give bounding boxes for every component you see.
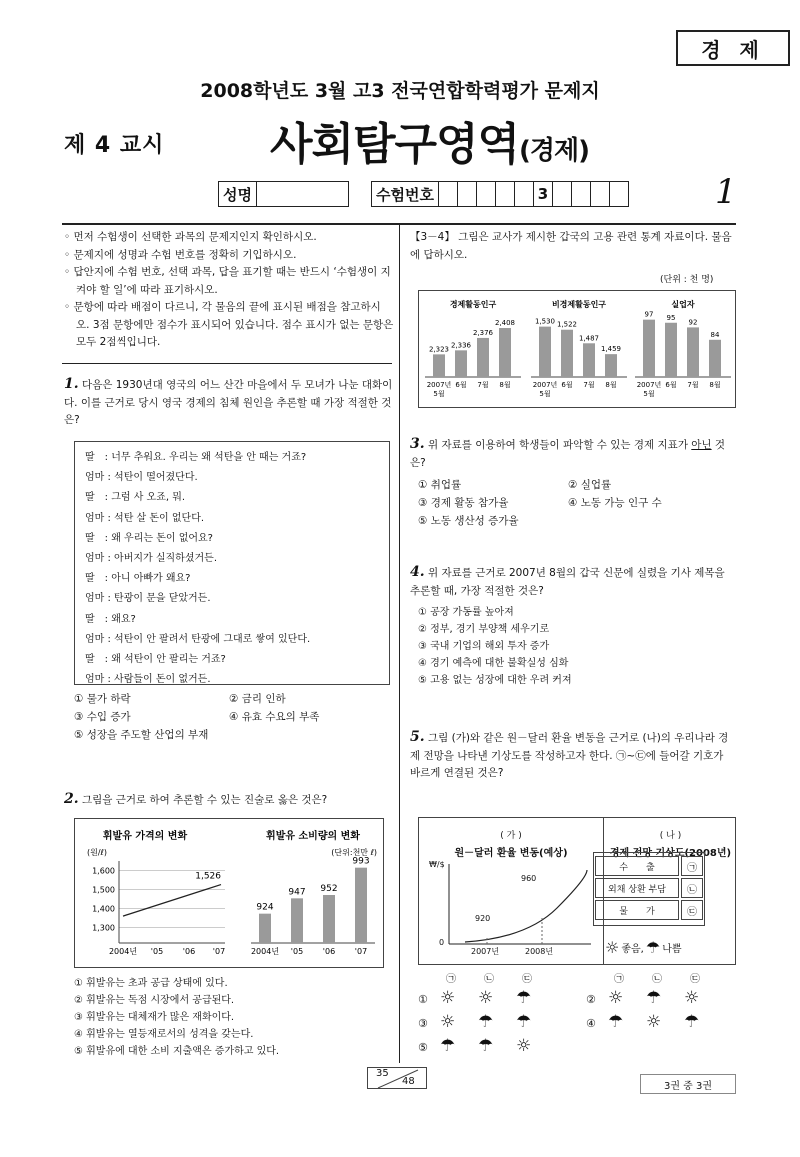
bar	[477, 338, 489, 377]
period-label: 제 4 교시	[64, 133, 165, 158]
question-number: 3.	[410, 436, 425, 452]
row-label: 물 가	[595, 900, 679, 920]
bar	[709, 340, 721, 377]
sun-icon: ☼	[440, 1012, 456, 1032]
dialogue-line: 엄마 : 사람들이 돈이 없거든.	[85, 674, 211, 686]
x-tick-label-sub: 5월	[643, 390, 655, 398]
tick-label: 1,500	[92, 885, 115, 895]
x-tick-label: 2004년	[108, 947, 138, 956]
exam-no-cell[interactable]	[610, 181, 629, 207]
instruction-item: ◦ 문항에 따라 배점이 다르니, 각 물음의 끝에 표시된 배점을 참고하시오. 3점 문항에만 점수가 표시되어 있습니다. 점수 표시가 없는 문항은 모두 2점씩입니다.	[64, 301, 394, 348]
bar	[291, 898, 303, 943]
answer-option[interactable]	[586, 988, 722, 1008]
option[interactable]: ① 물가 하락	[74, 693, 131, 705]
x-tick-label: '06	[322, 947, 336, 956]
chart-title: 휘발유 소비량의 변화	[266, 831, 360, 842]
q4-options	[418, 604, 738, 689]
question-3	[410, 436, 736, 472]
id-row	[218, 181, 629, 207]
bar	[355, 868, 367, 943]
bar	[665, 323, 677, 377]
name-field[interactable]	[257, 181, 349, 207]
value-920: 920	[475, 914, 491, 923]
data-label: 1,522	[556, 320, 578, 329]
y-label: (원/ℓ)	[87, 848, 107, 857]
answer-header: ㉠	[614, 974, 624, 985]
data-label: 952	[320, 884, 338, 894]
option[interactable]: ① 휘발유는 초과 공급 상태에 있다.	[74, 978, 228, 989]
sun-icon: ☼	[478, 988, 494, 1008]
row-mark: ㉡	[681, 878, 703, 898]
exam-no-cell[interactable]	[458, 181, 477, 207]
column-divider	[399, 225, 400, 1063]
x-tick-label: 7월	[583, 381, 595, 389]
question-5	[410, 729, 736, 783]
data-label: 2,408	[494, 319, 516, 328]
exam-no-cell[interactable]	[572, 181, 591, 207]
q5-figure-box	[418, 817, 736, 965]
option[interactable]: ④ 유효 수요의 부족	[229, 711, 320, 723]
tick-label: 1,300	[92, 923, 115, 933]
bar	[259, 914, 271, 943]
bar	[539, 327, 551, 377]
option[interactable]: ② 정부, 경기 부양책 세우기로	[418, 624, 550, 635]
question-text-end: 것은?	[410, 439, 726, 469]
tick-label: 1,600	[92, 866, 115, 876]
bar	[455, 350, 467, 377]
question-text: 위 자료를 근거로 2007년 8월의 갑국 신문에 실렸을 기사 제목을 추론할 때, 가장 적절한 것은?	[410, 567, 725, 597]
option[interactable]: ① 공장 가동률 높아져	[418, 607, 514, 618]
x-label-2008: 2008년	[525, 947, 554, 956]
option[interactable]: ③ 휘발유는 대체재가 많은 재화이다.	[74, 1012, 235, 1023]
gasoline-charts	[75, 819, 385, 969]
value-960: 960	[521, 874, 537, 883]
question-number: 2.	[64, 791, 79, 807]
bar	[561, 330, 573, 377]
option[interactable]: ④ 휘발유는 열등재로서의 성격을 갖는다.	[74, 1029, 254, 1040]
employment-chart-box	[418, 290, 736, 408]
exam-no-cell[interactable]	[515, 181, 534, 207]
umbrella-icon: ☂	[440, 1036, 456, 1056]
question-text: 다음은 1930년대 영국의 어느 산간 마을에서 두 모녀가 나눈 대화이다. 이를 근거로 당시 영국 경제의 침체 원인을 추론할 때 가장 적절한 것은?	[64, 379, 393, 426]
exam-no-digit: 3	[534, 181, 553, 207]
dialogue-line: 딸 : 그럼 사 오죠, 뭐.	[85, 492, 186, 504]
sun-icon: ☼	[605, 938, 620, 957]
answer-option[interactable]	[418, 1012, 554, 1032]
data-label: 947	[288, 887, 306, 898]
option[interactable]: ⑤ 고용 없는 성장에 대한 우려 커져	[418, 675, 572, 686]
option[interactable]: ② 휘발유는 독점 시장에서 공급된다.	[74, 995, 235, 1006]
answer-header: ㉢	[690, 974, 700, 985]
exam-no-cell[interactable]	[553, 181, 572, 207]
emphasis-word: 아닌	[691, 439, 712, 451]
q2-options	[74, 975, 394, 1060]
x-tick-label: 2007년	[532, 381, 558, 389]
answer-number: ②	[586, 993, 596, 1006]
legend-bad: 나쁨	[662, 944, 682, 955]
x-label-2007: 2007년	[471, 947, 500, 956]
x-tick-label: '06	[182, 947, 196, 956]
q5-answer-grid	[418, 970, 738, 1060]
exchange-rate-curve	[427, 858, 597, 962]
dialogue-line: 엄마 : 석탄이 안 팔려서 탄광에 그대로 쌓여 있단다.	[85, 633, 311, 645]
question-number: 5.	[410, 729, 425, 745]
section-title	[270, 108, 589, 172]
sun-icon: ☼	[646, 1012, 662, 1032]
exam-no-cell[interactable]	[439, 181, 458, 207]
x-tick-label-sub: 5월	[433, 390, 445, 398]
x-tick-label-sub: 5월	[539, 390, 551, 398]
page-current: 35	[376, 1068, 389, 1079]
x-tick-label: 7월	[687, 381, 699, 389]
sun-icon: ☼	[684, 988, 700, 1008]
dialogue-line: 딸 : 왜 우리는 돈이 없어요?	[85, 532, 213, 544]
x-tick-label: 6월	[455, 381, 467, 389]
q3-options	[418, 476, 718, 530]
bar	[583, 343, 595, 377]
question-number: 4.	[410, 564, 425, 580]
answer-header: ㉠	[446, 974, 456, 985]
option[interactable]: ① 취업률	[418, 479, 462, 491]
x-tick-label: '05	[290, 947, 304, 956]
answer-number: ⑤	[418, 1041, 428, 1054]
umbrella-icon: ☂	[516, 988, 532, 1008]
x-tick-label: '07	[354, 947, 368, 956]
data-label: 1,530	[534, 317, 556, 326]
ga-label: ( 가 )	[500, 831, 522, 841]
exam-no-cell[interactable]	[496, 181, 515, 207]
instructions	[64, 229, 394, 352]
question-number: 1.	[64, 376, 79, 392]
x-tick-label: 8월	[605, 381, 617, 389]
data-label: 1,487	[578, 334, 600, 343]
exam-title: 2008학년도 3월 고3 전국연합학력평가 문제지	[200, 80, 600, 102]
dialogue-line: 딸 : 아니 아빠가 왜요?	[85, 573, 191, 585]
dialogue-line: 엄마 : 석탄이 떨어졌단다.	[85, 472, 198, 484]
row-mark: ㉠	[681, 856, 703, 876]
sun-icon: ☼	[516, 1036, 532, 1056]
chart-title: 휘발유 가격의 변화	[102, 831, 188, 842]
option[interactable]: ② 금리 인하	[229, 693, 286, 705]
chart-title: 경제활동인구	[449, 300, 497, 309]
umbrella-icon: ☂	[516, 1012, 532, 1032]
question-2	[64, 791, 394, 810]
origin-label: 0	[439, 938, 445, 947]
employment-charts	[419, 291, 737, 409]
option[interactable]: ⑤ 성장을 주도할 산업의 부재	[74, 729, 209, 741]
q34-intro: 【3－4】 그림은 교사가 제시한 갑국의 고용 관련 통계 자료이다. 물음에 답하시오.	[410, 231, 732, 261]
option[interactable]: ③ 경제 활동 참가율	[418, 497, 509, 509]
option[interactable]: ④ 노동 가능 인구 수	[568, 497, 662, 509]
gasoline-chart-box	[74, 818, 384, 968]
sun-icon: ☼	[440, 988, 456, 1008]
chart-title: 비경제활동인구	[551, 300, 607, 309]
q1-options	[74, 690, 384, 744]
na-title: 경제 전망 기상도(2008년)	[609, 848, 732, 859]
row-mark: ㉢	[681, 900, 703, 920]
question-text: 그림을 근거로 하여 추론할 수 있는 진술로 옳은 것은?	[81, 794, 328, 806]
chart-title: 실업자	[671, 300, 695, 309]
legend	[605, 938, 682, 957]
subject-box	[676, 30, 790, 66]
x-tick-label: '05	[150, 947, 164, 956]
ga-title: 원－달러 환율 변동(예상)	[454, 848, 568, 859]
x-tick-label: 2007년	[636, 381, 662, 389]
data-label: 1,526	[195, 871, 221, 882]
bar	[605, 354, 617, 377]
question-4	[410, 564, 736, 600]
instruction-item: ◦ 답안지에 수험 번호, 선택 과목, 답을 표기할 때는 반드시 ‘수험생이 지켜야 할 일’에 따라 표기하시오.	[64, 266, 391, 296]
page-counter	[367, 1067, 427, 1089]
umbrella-icon: ☂	[645, 938, 661, 957]
dialogue-line: 딸 : 너무 추워요. 우리는 왜 석탄을 안 때는 거죠?	[85, 452, 307, 463]
dialogue-line: 딸 : 왜요?	[85, 613, 136, 625]
data-label: 2,336	[450, 341, 472, 350]
answer-header: ㉡	[484, 974, 494, 985]
row-label: 외채 상환 부담	[595, 878, 679, 898]
x-tick-label: 2007년	[426, 381, 452, 389]
dialogue-line: 딸 : 왜 석탄이 안 팔리는 거죠?	[85, 654, 226, 666]
x-tick-label: 7월	[477, 381, 489, 389]
dialogue-line: 엄마 : 석탄 살 돈이 없단다.	[85, 512, 205, 524]
umbrella-icon: ☂	[478, 1036, 494, 1056]
data-label: 1,459	[600, 345, 622, 354]
data-label: 2,376	[472, 328, 494, 337]
row-label: 수 출	[595, 856, 679, 876]
answer-number: ①	[418, 993, 428, 1006]
umbrella-icon: ☂	[646, 988, 662, 1008]
bar	[687, 327, 699, 377]
instruction-item: ◦ 문제지에 성명과 수험 번호를 정확히 기입하시오.	[64, 248, 297, 261]
page-total: 48	[402, 1076, 415, 1087]
answer-option[interactable]	[418, 988, 554, 1008]
answer-option[interactable]	[418, 1036, 554, 1056]
option[interactable]: ② 실업률	[568, 479, 612, 491]
x-tick-label: 8월	[709, 381, 721, 389]
unit-label: (단위 : 천 명)	[660, 275, 714, 285]
data-label: 2,323	[428, 345, 450, 354]
data-label: 993	[352, 856, 370, 867]
option[interactable]: ⑤ 노동 생산성 증가율	[418, 515, 519, 527]
option[interactable]: ④ 경기 예측에 대한 불확실성 심화	[418, 658, 569, 669]
exam-no-cell[interactable]	[477, 181, 496, 207]
option[interactable]: ③ 수입 증가	[74, 711, 131, 723]
data-label: 92	[688, 318, 698, 327]
answer-header: ㉢	[522, 974, 532, 985]
bar	[499, 328, 511, 377]
answer-number: ④	[586, 1017, 596, 1030]
umbrella-icon: ☂	[608, 1012, 624, 1032]
instructions-rule	[62, 363, 392, 364]
data-label: 84	[710, 330, 720, 339]
umbrella-icon: ☂	[684, 1012, 700, 1032]
bar	[323, 895, 335, 943]
unit-label: (단위:천만 ℓ)	[331, 848, 377, 857]
x-tick-label: 6월	[665, 381, 677, 389]
na-label: ( 나 )	[659, 831, 682, 841]
section-title-sub: (경제)	[519, 136, 590, 166]
umbrella-icon: ☂	[478, 1012, 494, 1032]
dialogue-line: 엄마 : 탄광이 문을 닫았거든.	[85, 593, 211, 605]
data-label: 924	[256, 902, 274, 913]
question-1	[64, 376, 394, 430]
answer-number: ③	[418, 1017, 428, 1030]
instruction-item: ◦ 먼저 수험생이 선택한 과목의 문제지인지 확인하시오.	[64, 231, 317, 243]
booklet-label: 3권 중 3권	[640, 1074, 736, 1094]
question-text: 위 자료를 이용하여 학생들이 파악할 수 있는 경제 지표가	[427, 439, 692, 451]
option[interactable]: ⑤ 휘발유에 대한 소비 지출액은 증가하고 있다.	[74, 1046, 280, 1057]
option[interactable]: ③ 국내 기업의 해외 투자 증가	[418, 641, 550, 652]
name-label: 성명	[218, 181, 257, 207]
dialogue-line: 엄마 : 아버지가 실직하셨거든.	[85, 553, 218, 565]
exam-no-cell[interactable]	[591, 181, 610, 207]
legend-good: 좋음,	[621, 944, 644, 955]
bar	[433, 354, 445, 377]
sun-icon: ☼	[608, 988, 624, 1008]
x-tick-label: 6월	[561, 381, 573, 389]
section-title-main: 사회탐구영역	[270, 119, 520, 170]
y-axis-label: ₩/$	[429, 860, 445, 869]
question-text: 그림 (가)와 같은 원－달러 환율 변동을 근거로 (나)의 우리나라 경제 전망을 나타낸 기상도를 작성하고자 한다. ㉠~㉢에 들어갈 기호가 바르게 연결된 것은?	[410, 732, 729, 779]
x-tick-label: 8월	[499, 381, 511, 389]
answer-option[interactable]	[586, 1012, 722, 1032]
x-tick-label: '07	[212, 947, 226, 956]
data-label: 97	[644, 310, 654, 319]
exam-no-label: 수험번호	[371, 181, 439, 207]
bar	[643, 320, 655, 377]
subject-label: 경 제	[701, 37, 765, 62]
x-tick-label: 2004년	[250, 947, 280, 956]
tick-label: 1,400	[92, 904, 115, 914]
dialogue-box	[74, 441, 390, 685]
answer-header: ㉡	[652, 974, 662, 985]
data-label: 95	[666, 313, 676, 322]
page-number: 1	[715, 172, 737, 212]
